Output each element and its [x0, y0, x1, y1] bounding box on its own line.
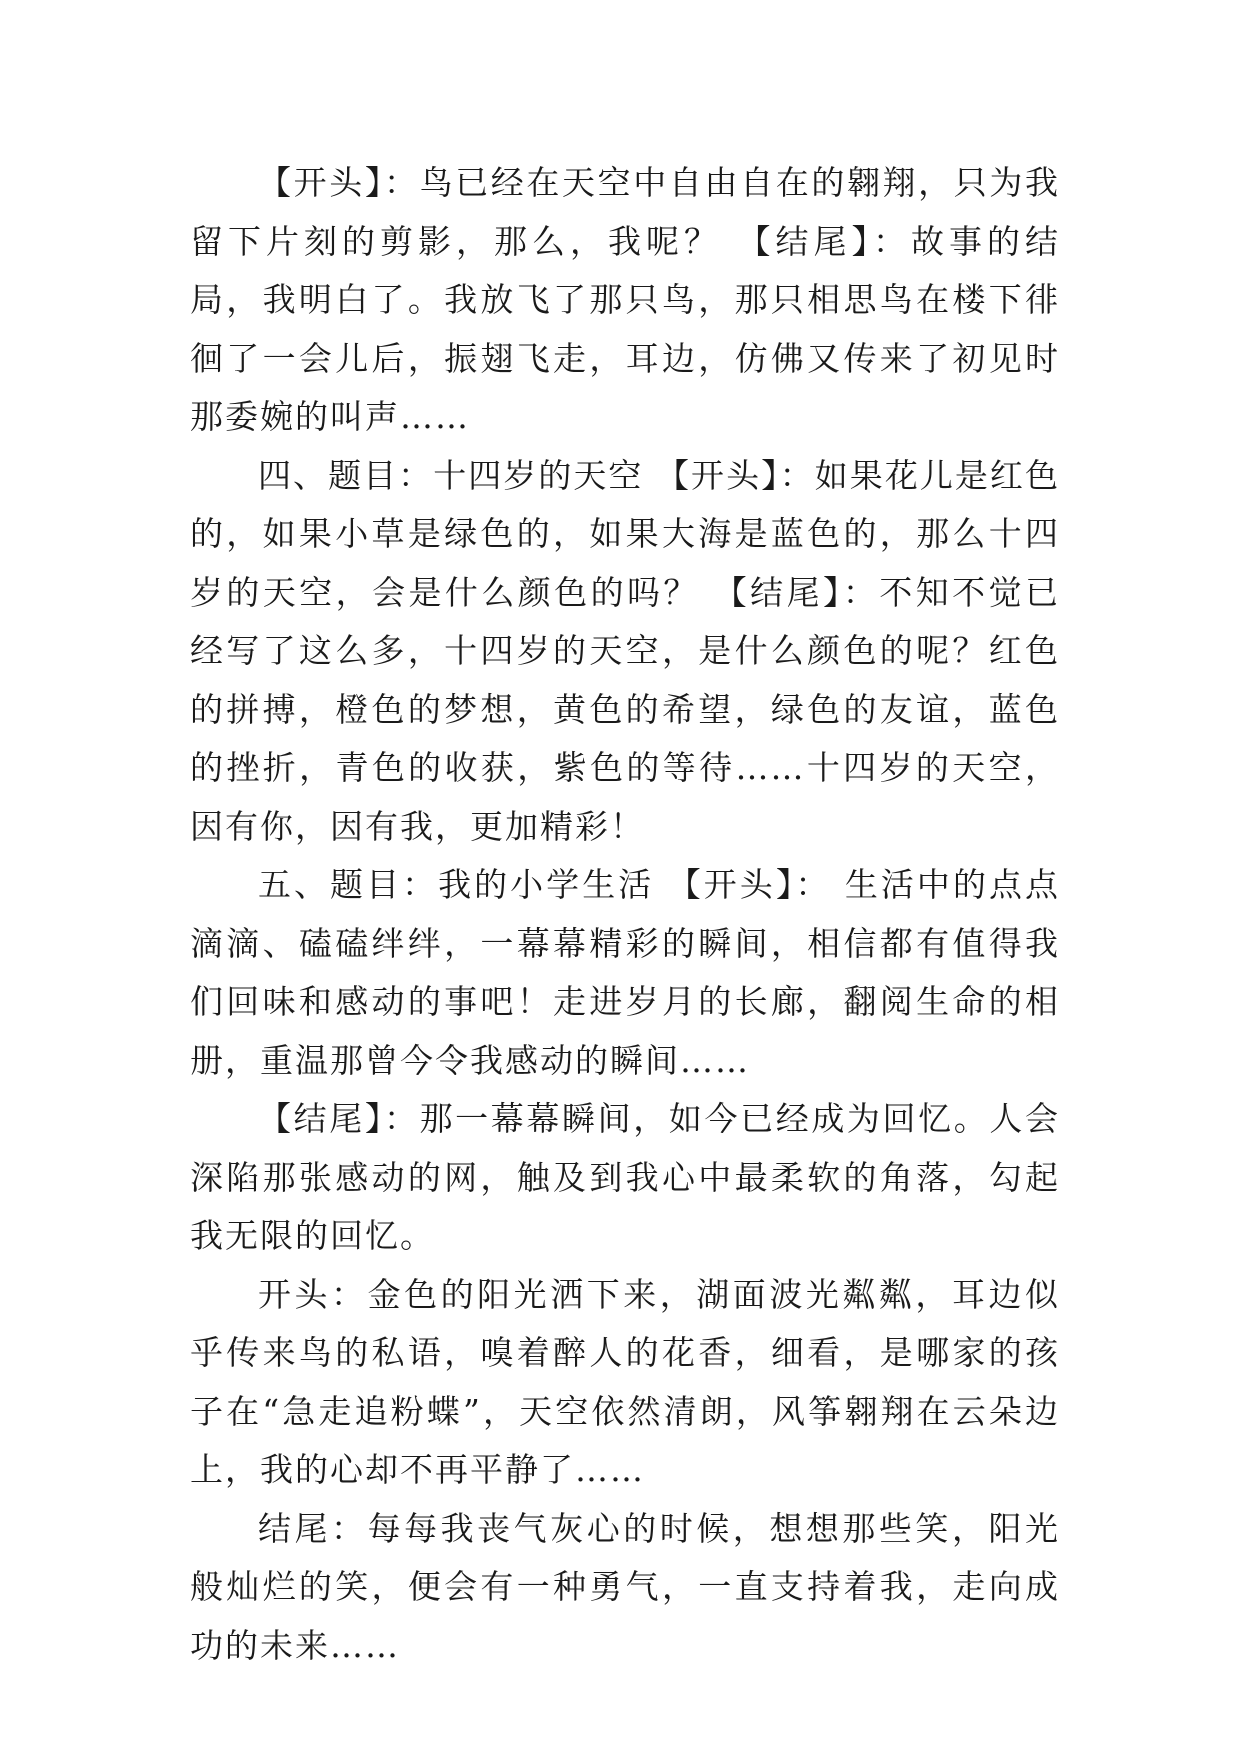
- paragraph-6: 结尾：每每我丧气灰心的时候，想想那些笑，阳光般灿烂的笑，便会有一种勇气，一直支持着我，走向成功的未来……: [190, 1508, 1060, 1665]
- paragraph-3: 五、题目：我的小学生活 【开头】： 生活中的点点滴滴、磕磕绊绊，一幕幕精彩的瞬间，相信都有值得我们回味和感动的事吧！走进岁月的长廊，翻阅生命的相册，重温那曾今令我感动的瞬间……: [190, 865, 1060, 1080]
- paragraph-2: 四、题目：十四岁的天空 【开头】：如果花儿是红色的，如果小草是绿色的，如果大海是蓝色的，那么十四岁的天空，会是什么颜色的吗？ 【结尾】：不知不觉已经写了这么多，十四岁的天空，是什么颜色的呢？红色的拼搏，橙色的梦想，黄色的希望，绿色的友谊，蓝色的挫折，青色的收获，紫色的等待……十四岁的天空，因有你，因有我，更加精彩！: [190, 455, 1060, 846]
- paragraph-5: 开头：金色的阳光洒下来，湖面波光粼粼，耳边似乎传来鸟的私语，嗅着醉人的花香，细看，是哪家的孩子在“急走追粉蝶”，天空依然清朗，风筝翱翔在云朵边上，我的心却不再平静了……: [190, 1274, 1060, 1489]
- paragraph-4: 【结尾】：那一幕幕瞬间，如今已经成为回忆。人会深陷那张感动的网，触及到我心中最柔软的角落，勾起我无限的回忆。: [190, 1099, 1060, 1255]
- document-body: [190, 154, 1060, 1675]
- paragraph-1: 【开头】：鸟已经在天空中自由自在的翱翔，只为我留下片刻的剪影，那么，我呢？ 【结尾】：故事的结局，我明白了。我放飞了那只鸟，那只相思鸟在楼下徘徊了一会儿后，振翅飞走，耳边，仿佛又传来了初见时那委婉的叫声……: [190, 163, 1060, 436]
